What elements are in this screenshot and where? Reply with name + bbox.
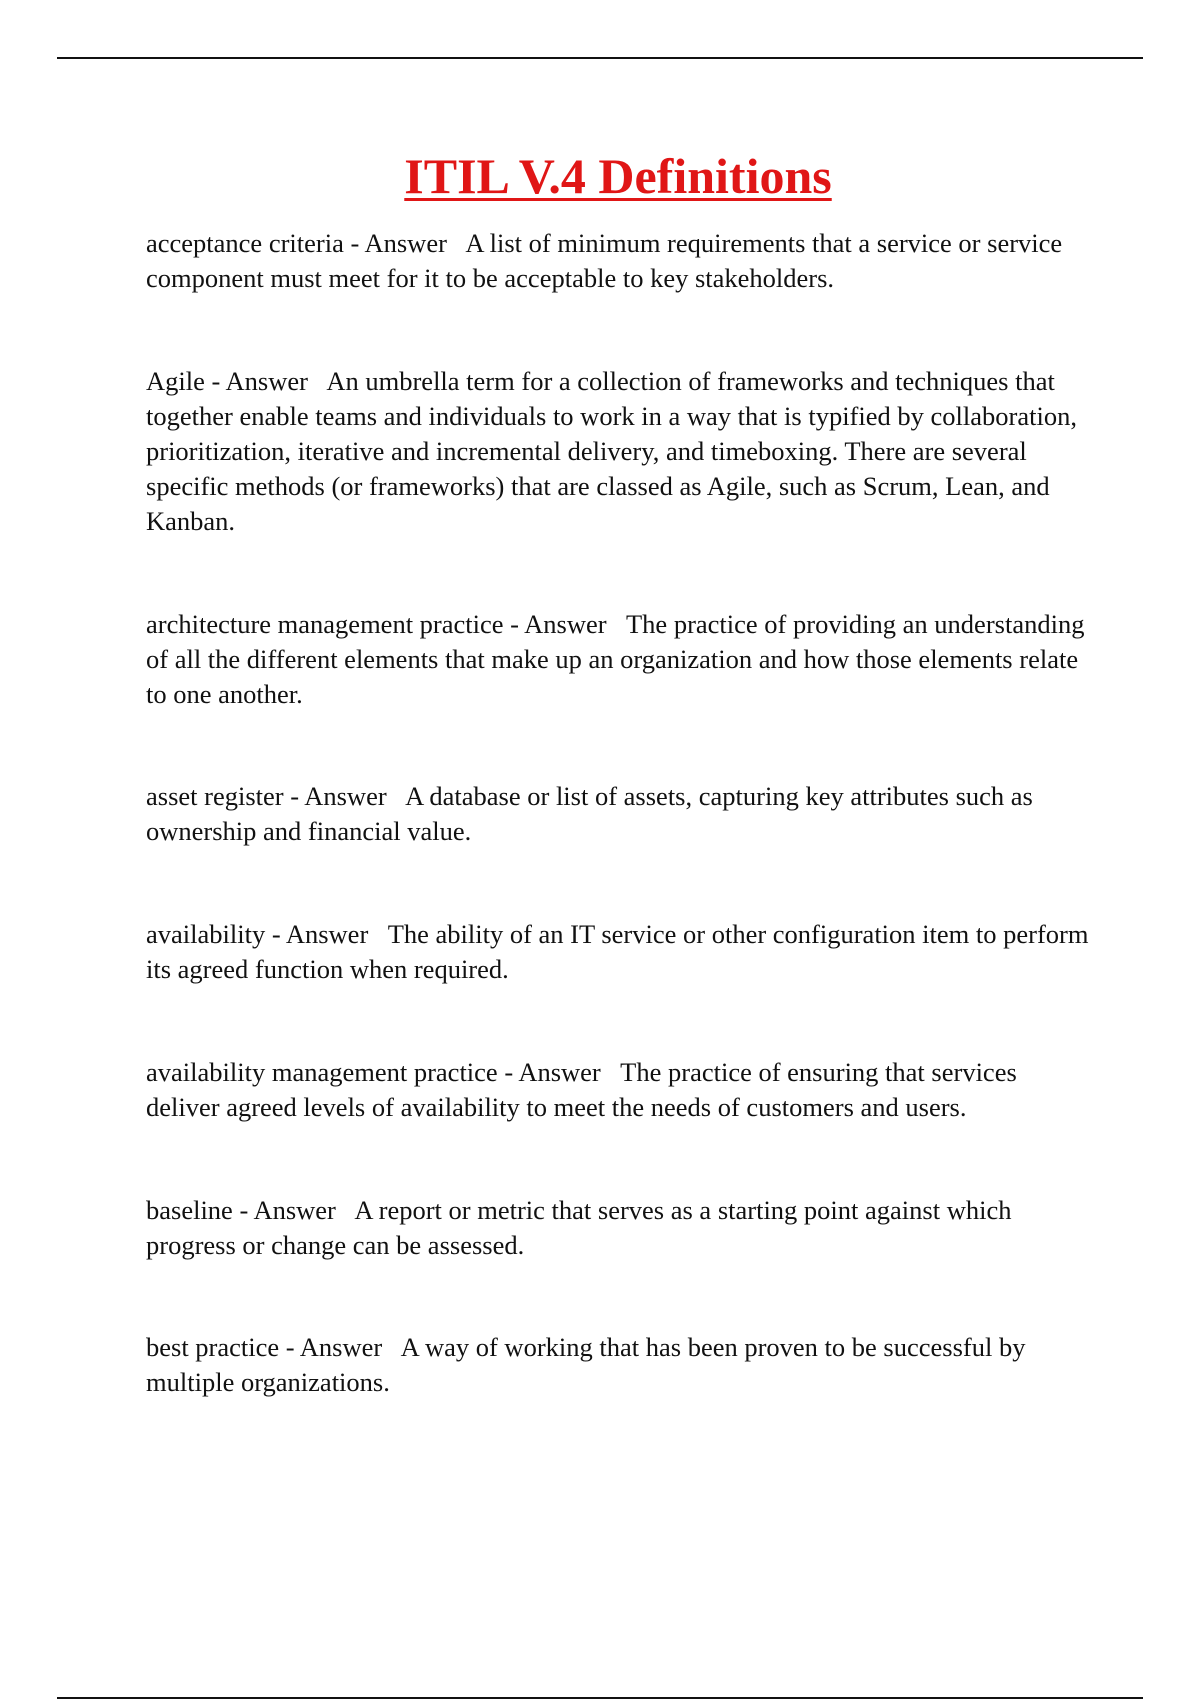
definition-text: A way of working that has been proven to be successful by multiple organizations. — [146, 1332, 1026, 1397]
answer-label: Answer — [285, 919, 369, 949]
definition-term: availability management practice — [146, 1057, 498, 1087]
answer-label: Answer — [304, 781, 387, 811]
definition-term: Agile — [146, 366, 205, 396]
answer-label: Answer — [253, 1195, 336, 1225]
answer-label: Answer — [299, 1332, 383, 1362]
definition-term: best practice — [146, 1332, 280, 1362]
definition-entry: asset register - Answer A database or list of assets, capturing key attributes such as ownership and financial value. — [146, 781, 1033, 846]
definition-term: availability — [146, 919, 266, 949]
definition-text: The ability of an IT service or other configuration item to perform its agreed function when required. — [146, 919, 1089, 984]
definition-term: baseline — [146, 1195, 233, 1225]
definition-entry: best practice - Answer A way of working that has been proven to be successful by multiple organizations. — [146, 1332, 1026, 1397]
definition-text: A list of minimum requirements that a service or service component must meet for it to be acceptable to key stakeholders. — [146, 228, 1063, 293]
definition-entry: acceptance criteria - Answer A list of minimum requirements that a service or service component must meet for it to be acceptable to key stakeholders. — [146, 228, 1063, 293]
definition-term: asset register — [146, 781, 284, 811]
definition-entry: availability management practice - Answer The practice of ensuring that services deliver agreed levels of availability to meet the needs of customers and users. — [146, 1057, 1017, 1122]
definition-text: A report or metric that serves as a starting point against which progress or change can be assessed. — [146, 1195, 1012, 1260]
definition-entry: availability - Answer The ability of an IT service or other configuration item to perform its agreed function when required. — [146, 919, 1089, 984]
answer-label: Answer — [364, 228, 447, 258]
page-title: ITIL V.4 Definitions — [404, 148, 832, 204]
definition-text: The practice of providing an understanding of all the different elements that make up an organization and how those elements relate to one another. — [146, 609, 1085, 709]
definition-text: A database or list of assets, capturing key attributes such as ownership and financial value. — [146, 781, 1033, 846]
definition-entry: baseline - Answer A report or metric that serves as a starting point against which progress or change can be assessed. — [146, 1195, 1012, 1260]
definition-entry: architecture management practice - Answer The practice of providing an understanding of all the different elements that make up an organization and how those elements relate to one another. — [146, 609, 1085, 709]
definition-term: acceptance criteria — [146, 228, 344, 258]
bottom-rule — [57, 1697, 1143, 1699]
definition-term: architecture management practice — [146, 609, 504, 639]
top-rule — [57, 57, 1143, 59]
answer-label: Answer — [518, 1057, 601, 1087]
definition-text: An umbrella term for a collection of frameworks and techniques that together enable teams and individuals to work in a way that is typified by collaboration, prioritization, iterative and incremental delivery, and timeboxing. There are several specific methods (or frameworks) that are classed as Agile, such as Scrum, Lean, and Kanban. — [146, 366, 1077, 536]
definition-text: The practice of ensuring that services deliver agreed levels of availability to meet the needs of customers and users. — [146, 1057, 1017, 1122]
answer-label: Answer — [225, 366, 308, 396]
answer-label: Answer — [524, 609, 607, 639]
definition-entry: Agile - Answer An umbrella term for a collection of frameworks and techniques that together enable teams and individuals to work in a way that is typified by collaboration, prioritization, iterative and incremental delivery, and timeboxing. There are several specific methods (or frameworks) that are classed as Agile, such as Scrum, Lean, and Kanban. — [146, 366, 1077, 536]
